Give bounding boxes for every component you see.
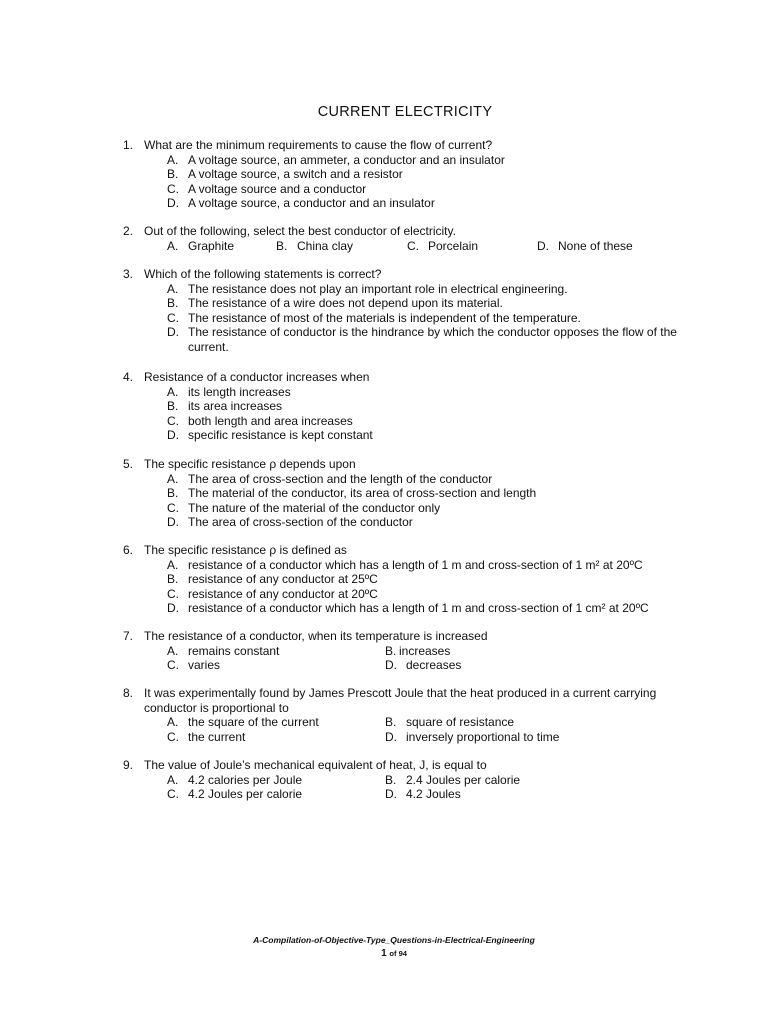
option-text: The material of the conductor, its area of cross-section and length [188,486,537,501]
option-text: decreases [406,658,462,673]
question-number: 7. [123,629,134,643]
option-b [167,399,683,414]
option-c [167,414,683,429]
option-d [167,515,683,530]
option-text: The resistance of a wire does not depend upon its material. [188,296,503,311]
option-letter: A. [167,772,179,787]
option-d [167,196,683,211]
option-letter: C. [167,729,179,744]
option-text: the square of the current [188,715,319,730]
option-text: resistance of a conductor which has a length of 1 m and cross-section of 1 cm² at 20ºC [188,601,649,616]
option-letter: B. [385,715,397,730]
option-b [385,644,450,659]
option-letter: B. [167,399,179,414]
option-letter: B. [167,572,179,587]
option-text: The nature of the material of the conductor only [188,500,441,515]
option-c [167,587,683,602]
option-text: 4.2 Joules per calorie [188,787,303,802]
question-text: Which of the following statements is correct? [144,267,382,281]
option-letter: A. [167,643,179,658]
option-d [385,730,559,745]
option-text: China clay [297,238,354,253]
option-d [537,239,633,254]
option-a [167,239,276,254]
page-number [0,948,768,959]
question-2 [123,224,683,253]
option-c [167,311,683,326]
option-d [167,601,683,616]
option-text: resistance of a conductor which has a length of 1 m and cross-section of 1 m² at 20ºC [188,557,643,572]
option-letter: B. [385,643,397,658]
option-b [385,773,520,788]
option-text: A voltage source and a conductor [188,181,367,196]
option-text: A voltage source, a switch and a resistor [188,167,403,182]
option-c [167,658,385,673]
option-letter: C. [407,238,419,253]
option-a [167,153,683,168]
option-letter: C. [167,500,179,515]
option-letter: D. [167,601,179,616]
question-6 [123,543,683,616]
option-b [167,296,683,311]
option-letter: B. [276,238,288,253]
option-text: None of these [558,238,633,253]
option-text: resistance of any conductor at 20ºC [188,586,378,601]
question-text: The resistance of a conductor, when its temperature is increased [144,629,488,643]
option-letter: D. [167,428,179,443]
option-letter: B. [167,486,179,501]
option-text: The resistance of most of the materials is independent of the temperature. [188,310,581,325]
option-text: The area of cross-section and the length of the conductor [188,471,493,486]
option-letter: A. [167,471,179,486]
option-letter: C. [167,181,179,196]
option-letter: A. [167,281,179,296]
question-8 [123,686,683,744]
option-letter: C. [167,787,179,802]
option-letter: C. [167,658,179,673]
option-letter: A. [167,238,179,253]
option-a [167,558,683,573]
option-c [167,501,683,516]
question-3 [123,267,683,355]
option-text: the current [188,729,246,744]
question-number: 5. [123,457,134,471]
question-1 [123,138,683,211]
option-letter: C. [167,310,179,325]
question-text: What are the minimum requirements to cause the flow of current? [144,138,493,152]
option-text: The resistance of conductor is the hindrance by which the conductor opposes the flow of the current. [188,325,677,354]
option-letter: B. [167,167,179,182]
page-number-total: of 94 [389,949,407,958]
option-d [167,428,683,443]
option-b [167,167,683,182]
option-text: The area of cross-section of the conductor [188,515,413,530]
option-text: square of resistance [406,715,515,730]
option-text: A voltage source, a conductor and an insulator [188,196,435,211]
option-c [167,730,385,745]
option-d [167,325,683,354]
option-d [385,787,461,802]
option-b [276,239,407,254]
option-text: both length and area increases [188,413,353,428]
option-text: increases [399,643,451,658]
question-5 [123,457,683,530]
option-text: Graphite [188,238,235,253]
question-7 [123,629,683,673]
question-number: 9. [123,758,134,772]
option-letter: C. [167,586,179,601]
option-text: Porcelain [428,238,479,253]
question-9 [123,758,683,802]
question-text: The value of Joule’s mechanical equivalent of heat, J, is equal to [144,758,487,772]
option-text: 4.2 Joules [406,787,461,802]
option-letter: D. [385,787,397,802]
question-text: The specific resistance ρ depends upon [144,457,356,471]
page-number-current: 1 [381,948,387,959]
question-number: 1. [123,138,134,152]
question-number: 3. [123,267,134,281]
option-a [167,644,385,659]
option-a [167,282,683,297]
question-text: It was experimentally found by James Prescott Joule that the heat produced in a current carrying conductor is proportional to [144,686,657,715]
option-letter: B. [167,296,179,311]
option-text: its area increases [188,399,283,414]
option-text: 2.4 Joules per calorie [406,772,521,787]
option-letter: D. [385,658,397,673]
option-c [167,182,683,197]
option-d [385,658,461,673]
option-text: resistance of any conductor at 25ºC [188,572,378,587]
option-b [167,572,683,587]
option-letter: B. [385,772,397,787]
question-number: 8. [123,686,134,700]
option-letter: A. [167,152,179,167]
option-letter: D. [385,729,397,744]
option-letter: A. [167,715,179,730]
option-a [167,715,385,730]
question-number: 2. [123,224,134,238]
option-text: remains constant [188,643,280,658]
option-text: varies [188,658,221,673]
option-letter: A. [167,384,179,399]
option-a [167,472,683,487]
option-text: 4.2 calories per Joule [188,772,303,787]
option-a [167,773,385,788]
option-c [407,239,537,254]
question-number: 4. [123,370,134,384]
question-text: Out of the following, select the best conductor of electricity. [144,224,456,238]
question-text: Resistance of a conductor increases when [144,370,370,384]
option-letter: D. [167,325,179,340]
option-text: its length increases [188,384,291,399]
footer-caption: A-Compilation-of-Objective-Type_Questions-in-Electrical-Engineering [253,935,535,945]
question-number: 6. [123,543,134,557]
option-letter: D. [167,196,179,211]
option-letter: A. [167,557,179,572]
option-b [385,715,514,730]
option-text: specific resistance is kept constant [188,428,373,443]
option-text: A voltage source, an ammeter, a conductor and an insulator [188,152,505,167]
question-4 [123,370,683,443]
question-text: The specific resistance ρ is defined as [144,543,347,557]
option-letter: C. [167,413,179,428]
page-title: CURRENT ELECTRICITY [317,104,493,120]
option-letter: D. [167,515,179,530]
option-text: inversely proportional to time [406,729,560,744]
option-b [167,486,683,501]
option-text: The resistance does not play an important role in electrical engineering. [188,281,568,296]
option-c [167,787,385,802]
option-letter: D. [537,238,549,253]
option-a [167,385,683,400]
